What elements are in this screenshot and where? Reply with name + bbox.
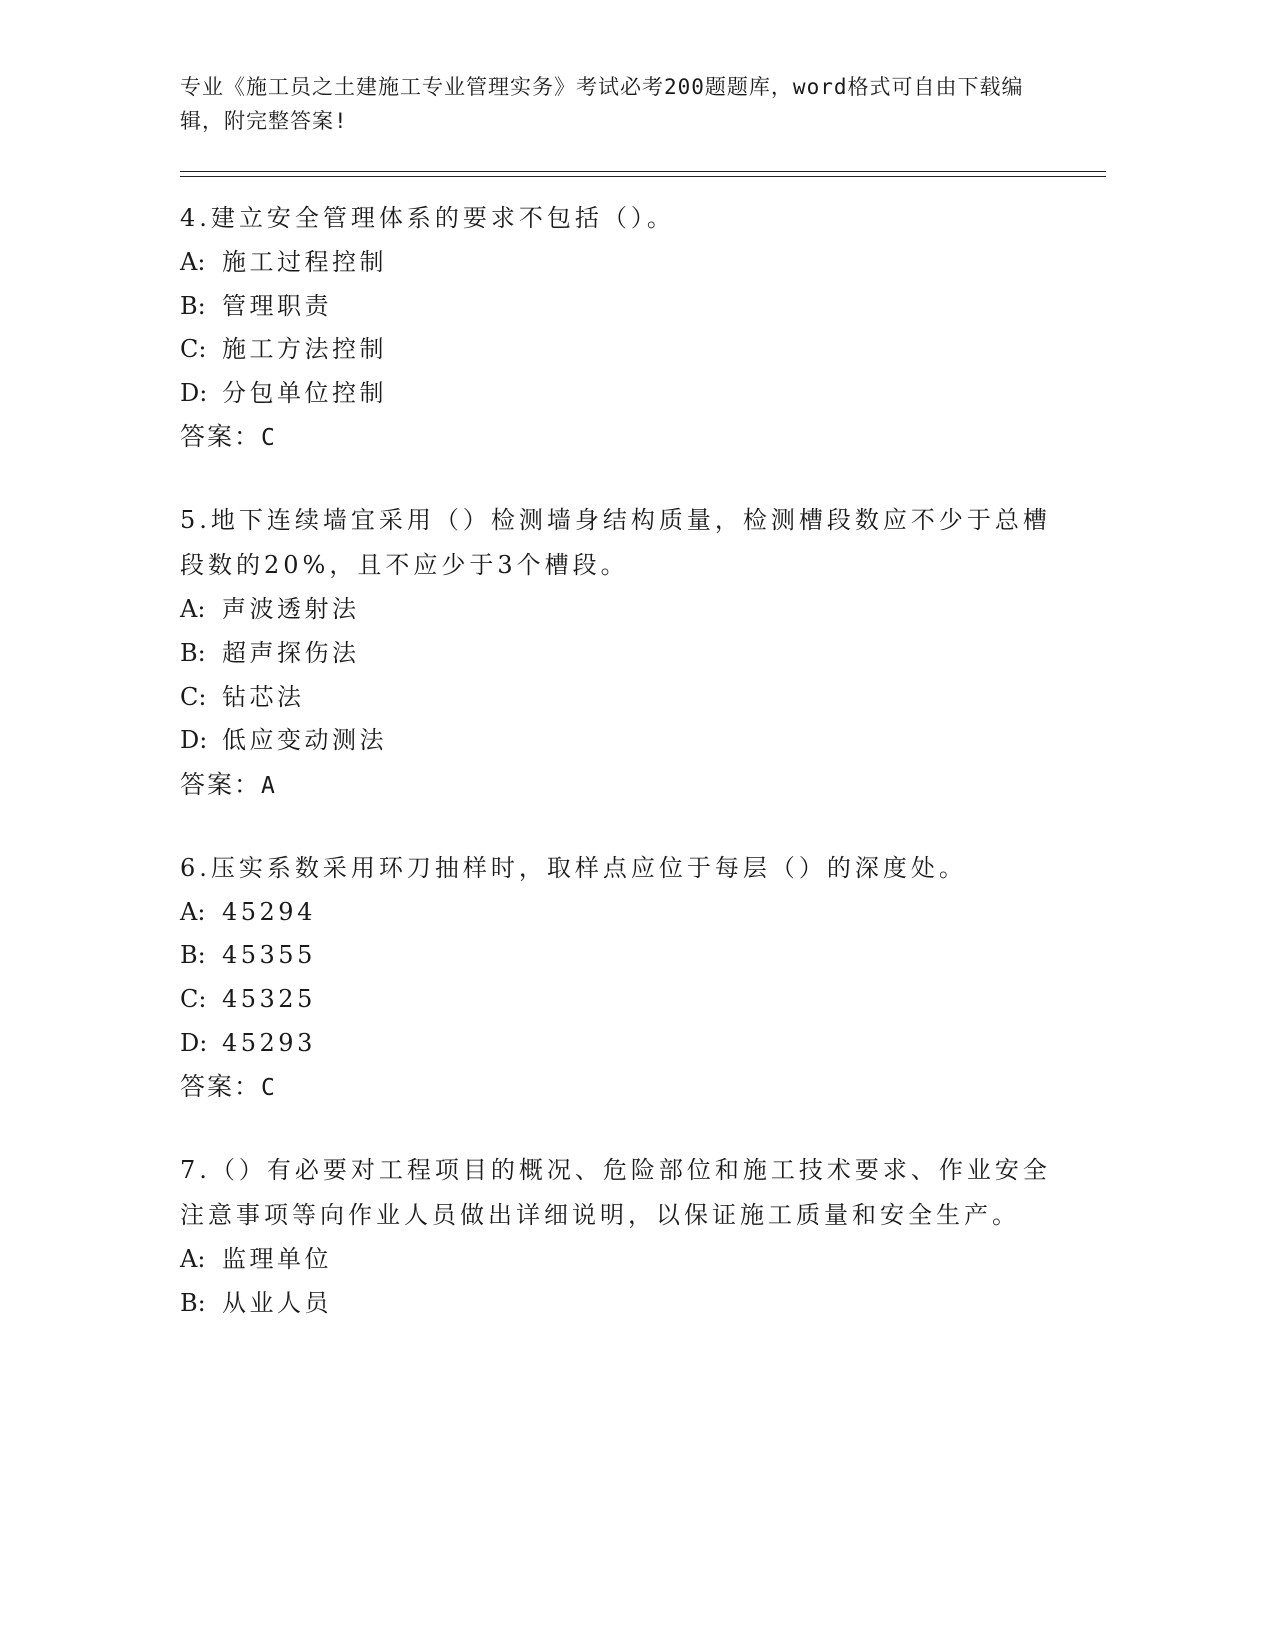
option-text: 45325 [222, 984, 316, 1013]
option-d [180, 372, 1060, 416]
option-b [180, 632, 1060, 676]
option-c [180, 328, 1060, 372]
option-letter: B: [180, 1288, 206, 1317]
option-letter: A: [180, 897, 206, 926]
answer-line [180, 1065, 1060, 1110]
question-6 [180, 846, 1060, 1110]
option-text: 分包单位控制 [222, 378, 387, 407]
option-letter: B: [180, 638, 206, 667]
option-text: 45355 [222, 941, 316, 970]
option-letter: D: [180, 1028, 208, 1057]
question-4 [180, 196, 1060, 460]
option-c [180, 978, 1060, 1022]
option-letter: A: [180, 248, 206, 276]
option-letter: A: [180, 1245, 206, 1274]
option-b [180, 1282, 1060, 1326]
option-c [180, 676, 1060, 720]
option-letter: D: [180, 378, 208, 407]
option-b [180, 934, 1060, 978]
option-text: 45293 [222, 1028, 316, 1057]
answer-value: A [261, 772, 277, 799]
answer-value: C [261, 425, 277, 452]
answer-value: C [261, 1075, 277, 1102]
option-text: 施工方法控制 [222, 335, 387, 364]
question-7 [180, 1148, 1060, 1325]
header-divider-bottom [180, 176, 1106, 177]
option-d [180, 719, 1060, 763]
option-letter: A: [180, 595, 206, 624]
question-stem: 7.（）有必要对工程项目的概况、危险部位和施工技术要求、作业安全注意事项等向作业人员做出详细说明，以保证施工质量和安全生产。 [180, 1156, 1051, 1230]
answer-label: 答案： [180, 769, 262, 799]
header-divider-top [180, 171, 1106, 172]
option-d [180, 1022, 1060, 1066]
option-text: 超声探伤法 [222, 638, 360, 667]
option-a [180, 241, 1060, 285]
option-text: 钻芯法 [222, 682, 305, 711]
question-stem: 5.地下连续墙宜采用（）检测墙身结构质量，检测槽段数应不少于总槽段数的20%，且不应少于3个槽段。 [180, 506, 1051, 580]
option-text: 监理单位 [222, 1245, 332, 1274]
option-a [180, 588, 1060, 632]
option-letter: D: [180, 726, 208, 755]
answer-label: 答案： [180, 422, 262, 452]
question-list [180, 196, 1060, 1363]
option-text: 管理职责 [222, 291, 332, 320]
option-letter: C: [180, 984, 207, 1013]
question-stem: 4.建立安全管理体系的要求不包括（）。 [180, 204, 675, 232]
option-text: 从业人员 [222, 1288, 332, 1317]
option-letter: B: [180, 941, 206, 970]
answer-label: 答案： [180, 1072, 262, 1102]
option-a [180, 891, 1060, 935]
question-stem: 6.压实系数采用环刀抽样时，取样点应位于每层（）的深度处。 [180, 853, 967, 882]
option-b [180, 285, 1060, 329]
answer-line [180, 763, 1060, 808]
option-letter: C: [180, 335, 207, 364]
option-text: 声波透射法 [222, 595, 360, 624]
question-5 [180, 498, 1060, 807]
document-header: 专业《施工员之土建施工专业管理实务》考试必考200题题库，word格式可自由下载编辑，附完整答案! [180, 75, 1024, 133]
option-text: 45294 [222, 897, 316, 926]
option-letter: B: [180, 291, 206, 320]
option-a [180, 1238, 1060, 1282]
option-letter: C: [180, 682, 207, 711]
option-text: 低应变动测法 [222, 726, 387, 755]
option-text: 施工过程控制 [222, 248, 387, 276]
answer-line [180, 415, 1060, 460]
